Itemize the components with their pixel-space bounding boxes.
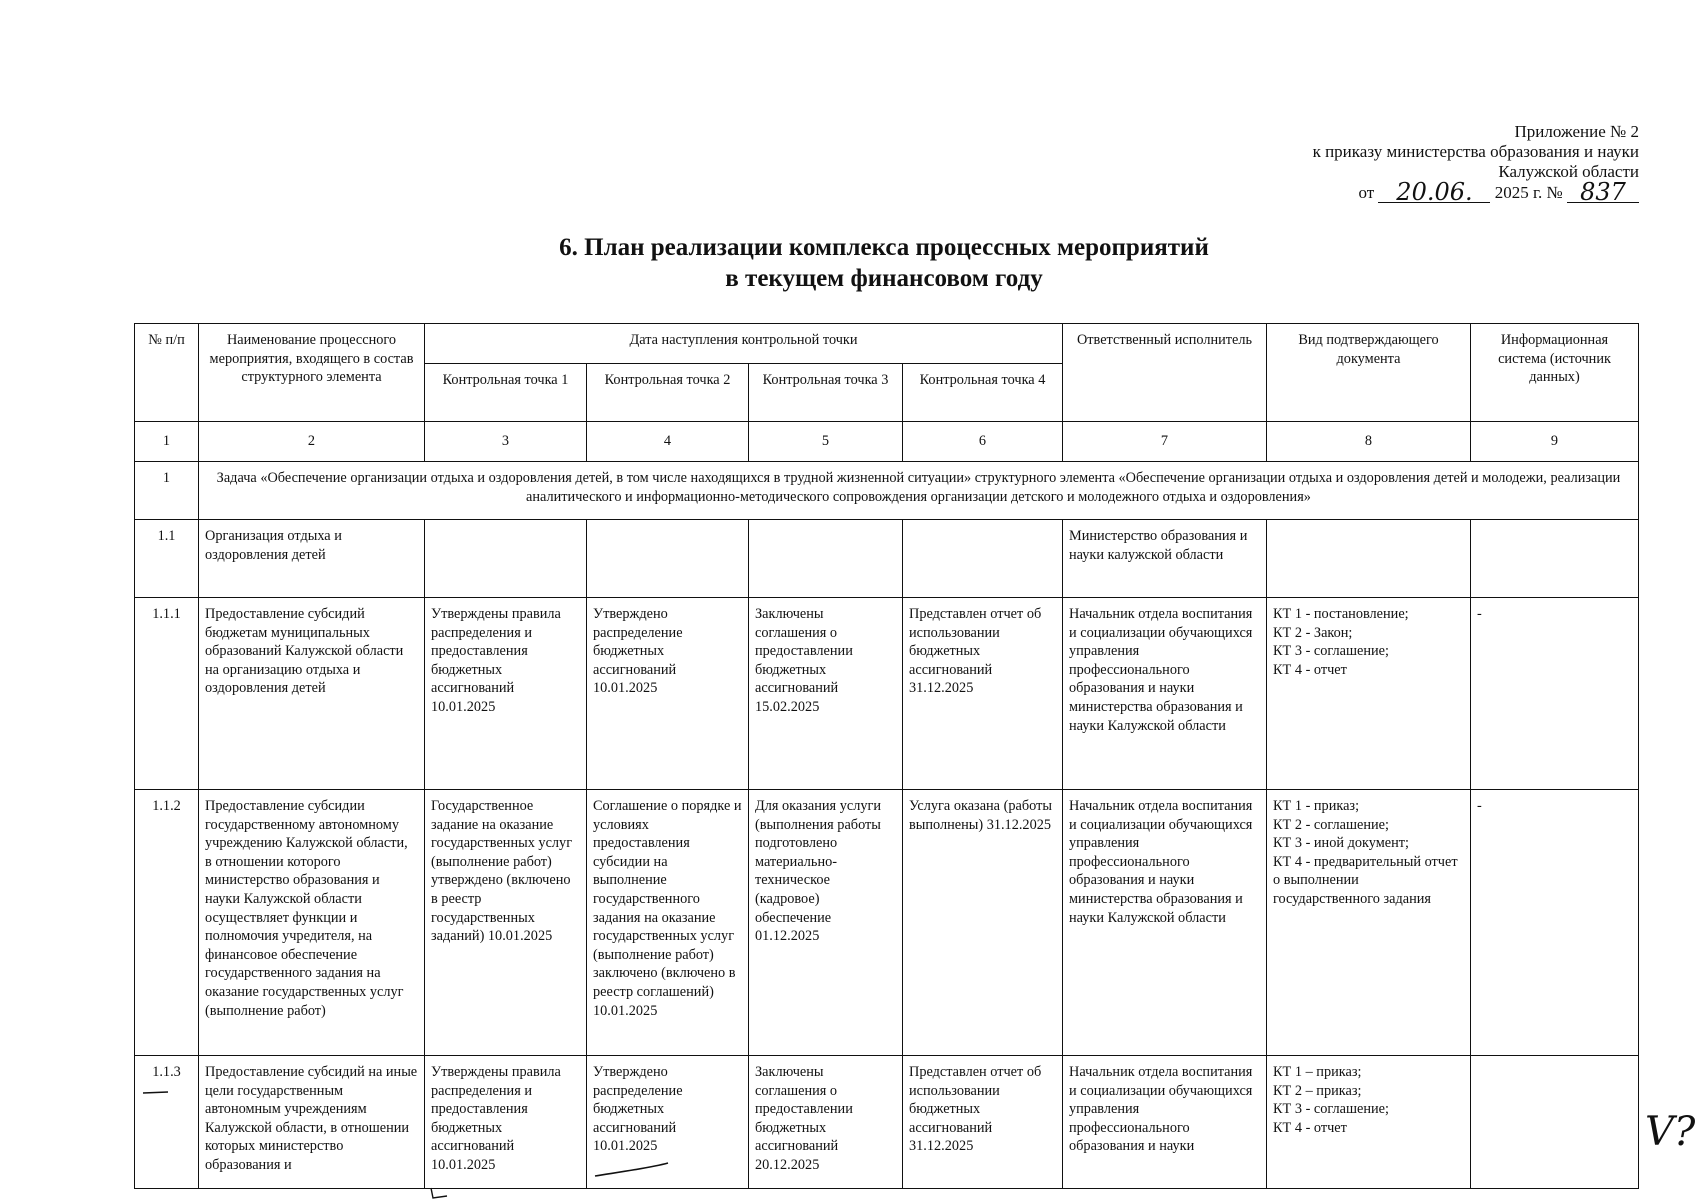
header-num: № п/п xyxy=(135,324,199,422)
row-responsible: Министерство образования и науки калужской области xyxy=(1063,520,1267,598)
title-line-2: в текущем финансовом году xyxy=(725,265,1043,292)
handwritten-date: 20.06. xyxy=(1378,182,1490,203)
header-row-1 xyxy=(135,324,1639,364)
column-number: 2 xyxy=(199,422,425,462)
row-num: 1.1.2 xyxy=(135,790,199,1056)
annex-line-3: Калужской области xyxy=(1498,162,1639,181)
header-kt3: Контрольная точка 3 xyxy=(749,364,903,422)
row-kt1: Утверждены правила распределения и предоставления бюджетных ассигнований 10.01.2025 xyxy=(425,598,587,790)
from-label: от xyxy=(1358,183,1375,202)
row-name: Предоставление субсидий на иные цели государственным автономным учреждениям Калужской области, в отношении которых министерство образования и xyxy=(199,1056,425,1189)
plan-table xyxy=(134,323,1639,1189)
row-kt3: Заключены соглашения о предоставлении бюджетных ассигнований 20.12.2025 xyxy=(749,1056,903,1189)
column-number: 6 xyxy=(903,422,1063,462)
annex-date-line xyxy=(1313,178,1639,206)
row-name: Организация отдыха и оздоровления детей xyxy=(199,520,425,598)
row-num: 1.1.1 xyxy=(135,598,199,790)
row-info-system: - xyxy=(1471,598,1639,790)
header-doc-type: Вид подтверждающего документа xyxy=(1267,324,1471,422)
header-name: Наименование процессного мероприятия, входящего в состав структурного элемента xyxy=(199,324,425,422)
header-kt4: Контрольная точка 4 xyxy=(903,364,1063,422)
document-title xyxy=(0,232,1697,294)
table-row xyxy=(135,520,1639,598)
table-row xyxy=(135,1056,1639,1189)
task-num: 1 xyxy=(135,462,199,520)
year-label: 2025 г. № xyxy=(1494,183,1563,202)
row-info-system xyxy=(1471,520,1639,598)
row-kt1 xyxy=(425,520,587,598)
header-responsible: Ответственный исполнитель xyxy=(1063,324,1267,422)
row-info-system: - xyxy=(1471,790,1639,1056)
row-kt4: Представлен отчет об использовании бюджетных ассигнований 31.12.2025 xyxy=(903,1056,1063,1189)
row-num: 1.1.3 xyxy=(135,1056,199,1189)
row-name: Предоставление субсидии государственному автономному учреждению Калужской области, в отношении которого министерство образования и науки Калужской области осуществляет функции и полномочия учредителя, на финансовое обеспечение государственного задания на оказание государственных услуг (выполнение работ) xyxy=(199,790,425,1056)
margin-note: V? xyxy=(1645,1109,1696,1155)
column-number: 5 xyxy=(749,422,903,462)
row-info-system xyxy=(1471,1056,1639,1189)
row-num: 1.1 xyxy=(135,520,199,598)
row-kt4: Представлен отчет об использовании бюджетных ассигнований 31.12.2025 xyxy=(903,598,1063,790)
row-responsible: Начальник отдела воспитания и социализации обучающихся управления профессионального образования и науки министерства образования и науки Калужской области xyxy=(1063,790,1267,1056)
row-responsible: Начальник отдела воспитания и социализации обучающихся управления профессионального образования и науки министерства образования и науки Калужской области xyxy=(1063,598,1267,790)
row-kt2: Соглашение о порядке и условиях предоставления субсидии на выполнение государственного задания на оказание государственных услуг (выполнение работ) заключено (включено в реестр соглашений) 10.01.2025 xyxy=(587,790,749,1056)
column-numbers-row xyxy=(135,422,1639,462)
row-kt2 xyxy=(587,520,749,598)
row-kt4 xyxy=(903,520,1063,598)
annex-line-2: к приказу министерства образования и науки xyxy=(1312,142,1639,161)
handwritten-order-number: 837 xyxy=(1567,182,1639,203)
row-doc-type xyxy=(1267,520,1471,598)
header-kt1: Контрольная точка 1 xyxy=(425,364,587,422)
row-doc-type: КТ 1 – приказ; КТ 2 – приказ; КТ 3 - соглашение; КТ 4 - отчет xyxy=(1267,1056,1471,1189)
column-number: 1 xyxy=(135,422,199,462)
header-kt2: Контрольная точка 2 xyxy=(587,364,749,422)
row-kt2: Утверждено распределение бюджетных ассигнований 10.01.2025 xyxy=(587,1056,749,1189)
annex-line-1: Приложение № 2 xyxy=(1514,122,1639,141)
row-kt3: Заключены соглашения о предоставлении бюджетных ассигнований 15.02.2025 xyxy=(749,598,903,790)
pen-mark xyxy=(431,1188,447,1198)
column-number: 7 xyxy=(1063,422,1267,462)
row-kt3: Для оказания услуги (выполнения работы подготовлено материально-техническое (кадровое) обеспечение 01.12.2025 xyxy=(749,790,903,1056)
column-number: 9 xyxy=(1471,422,1639,462)
table-row xyxy=(135,598,1639,790)
row-name: Предоставление субсидий бюджетам муниципальных образований Калужской области на организацию отдыха и оздоровления детей xyxy=(199,598,425,790)
column-number: 3 xyxy=(425,422,587,462)
row-kt1: Утверждены правила распределения и предоставления бюджетных ассигнований 10.01.2025 xyxy=(425,1056,587,1189)
row-doc-type: КТ 1 - постановление; КТ 2 - Закон; КТ 3 - соглашение; КТ 4 - отчет xyxy=(1267,598,1471,790)
row-kt1: Государственное задание на оказание государственных услуг (выполнение работ) утверждено (включено в реестр государственных заданий) 10.01.2025 xyxy=(425,790,587,1056)
annex-header xyxy=(1312,122,1639,206)
column-number: 8 xyxy=(1267,422,1471,462)
header-date-group: Дата наступления контрольной точки xyxy=(425,324,1063,364)
row-responsible: Начальник отдела воспитания и социализации обучающихся управления профессионального образования и науки xyxy=(1063,1056,1267,1189)
row-kt2: Утверждено распределение бюджетных ассигнований 10.01.2025 xyxy=(587,598,749,790)
task-row xyxy=(135,462,1639,520)
column-number: 4 xyxy=(587,422,749,462)
task-text: Задача «Обеспечение организации отдыха и оздоровления детей, в том числе находящихся в трудной жизненной ситуации» структурного элемента «Обеспечение организации отдыха и оздоровления детей и молодежи, реализации аналитического и информационно-методического сопровождения организации детского и молодежного отдыха и оздоровления» xyxy=(199,462,1639,520)
row-doc-type: КТ 1 - приказ; КТ 2 - соглашение; КТ 3 - иной документ; КТ 4 - предварительный отчет о выполнении государственного задания xyxy=(1267,790,1471,1056)
header-info-system: Информационная система (источник данных) xyxy=(1471,324,1639,422)
row-kt3 xyxy=(749,520,903,598)
row-kt4: Услуга оказана (работы выполнены) 31.12.2025 xyxy=(903,790,1063,1056)
table-row xyxy=(135,790,1639,1056)
title-line-1: 6. План реализации комплекса процессных мероприятий xyxy=(559,234,1209,261)
